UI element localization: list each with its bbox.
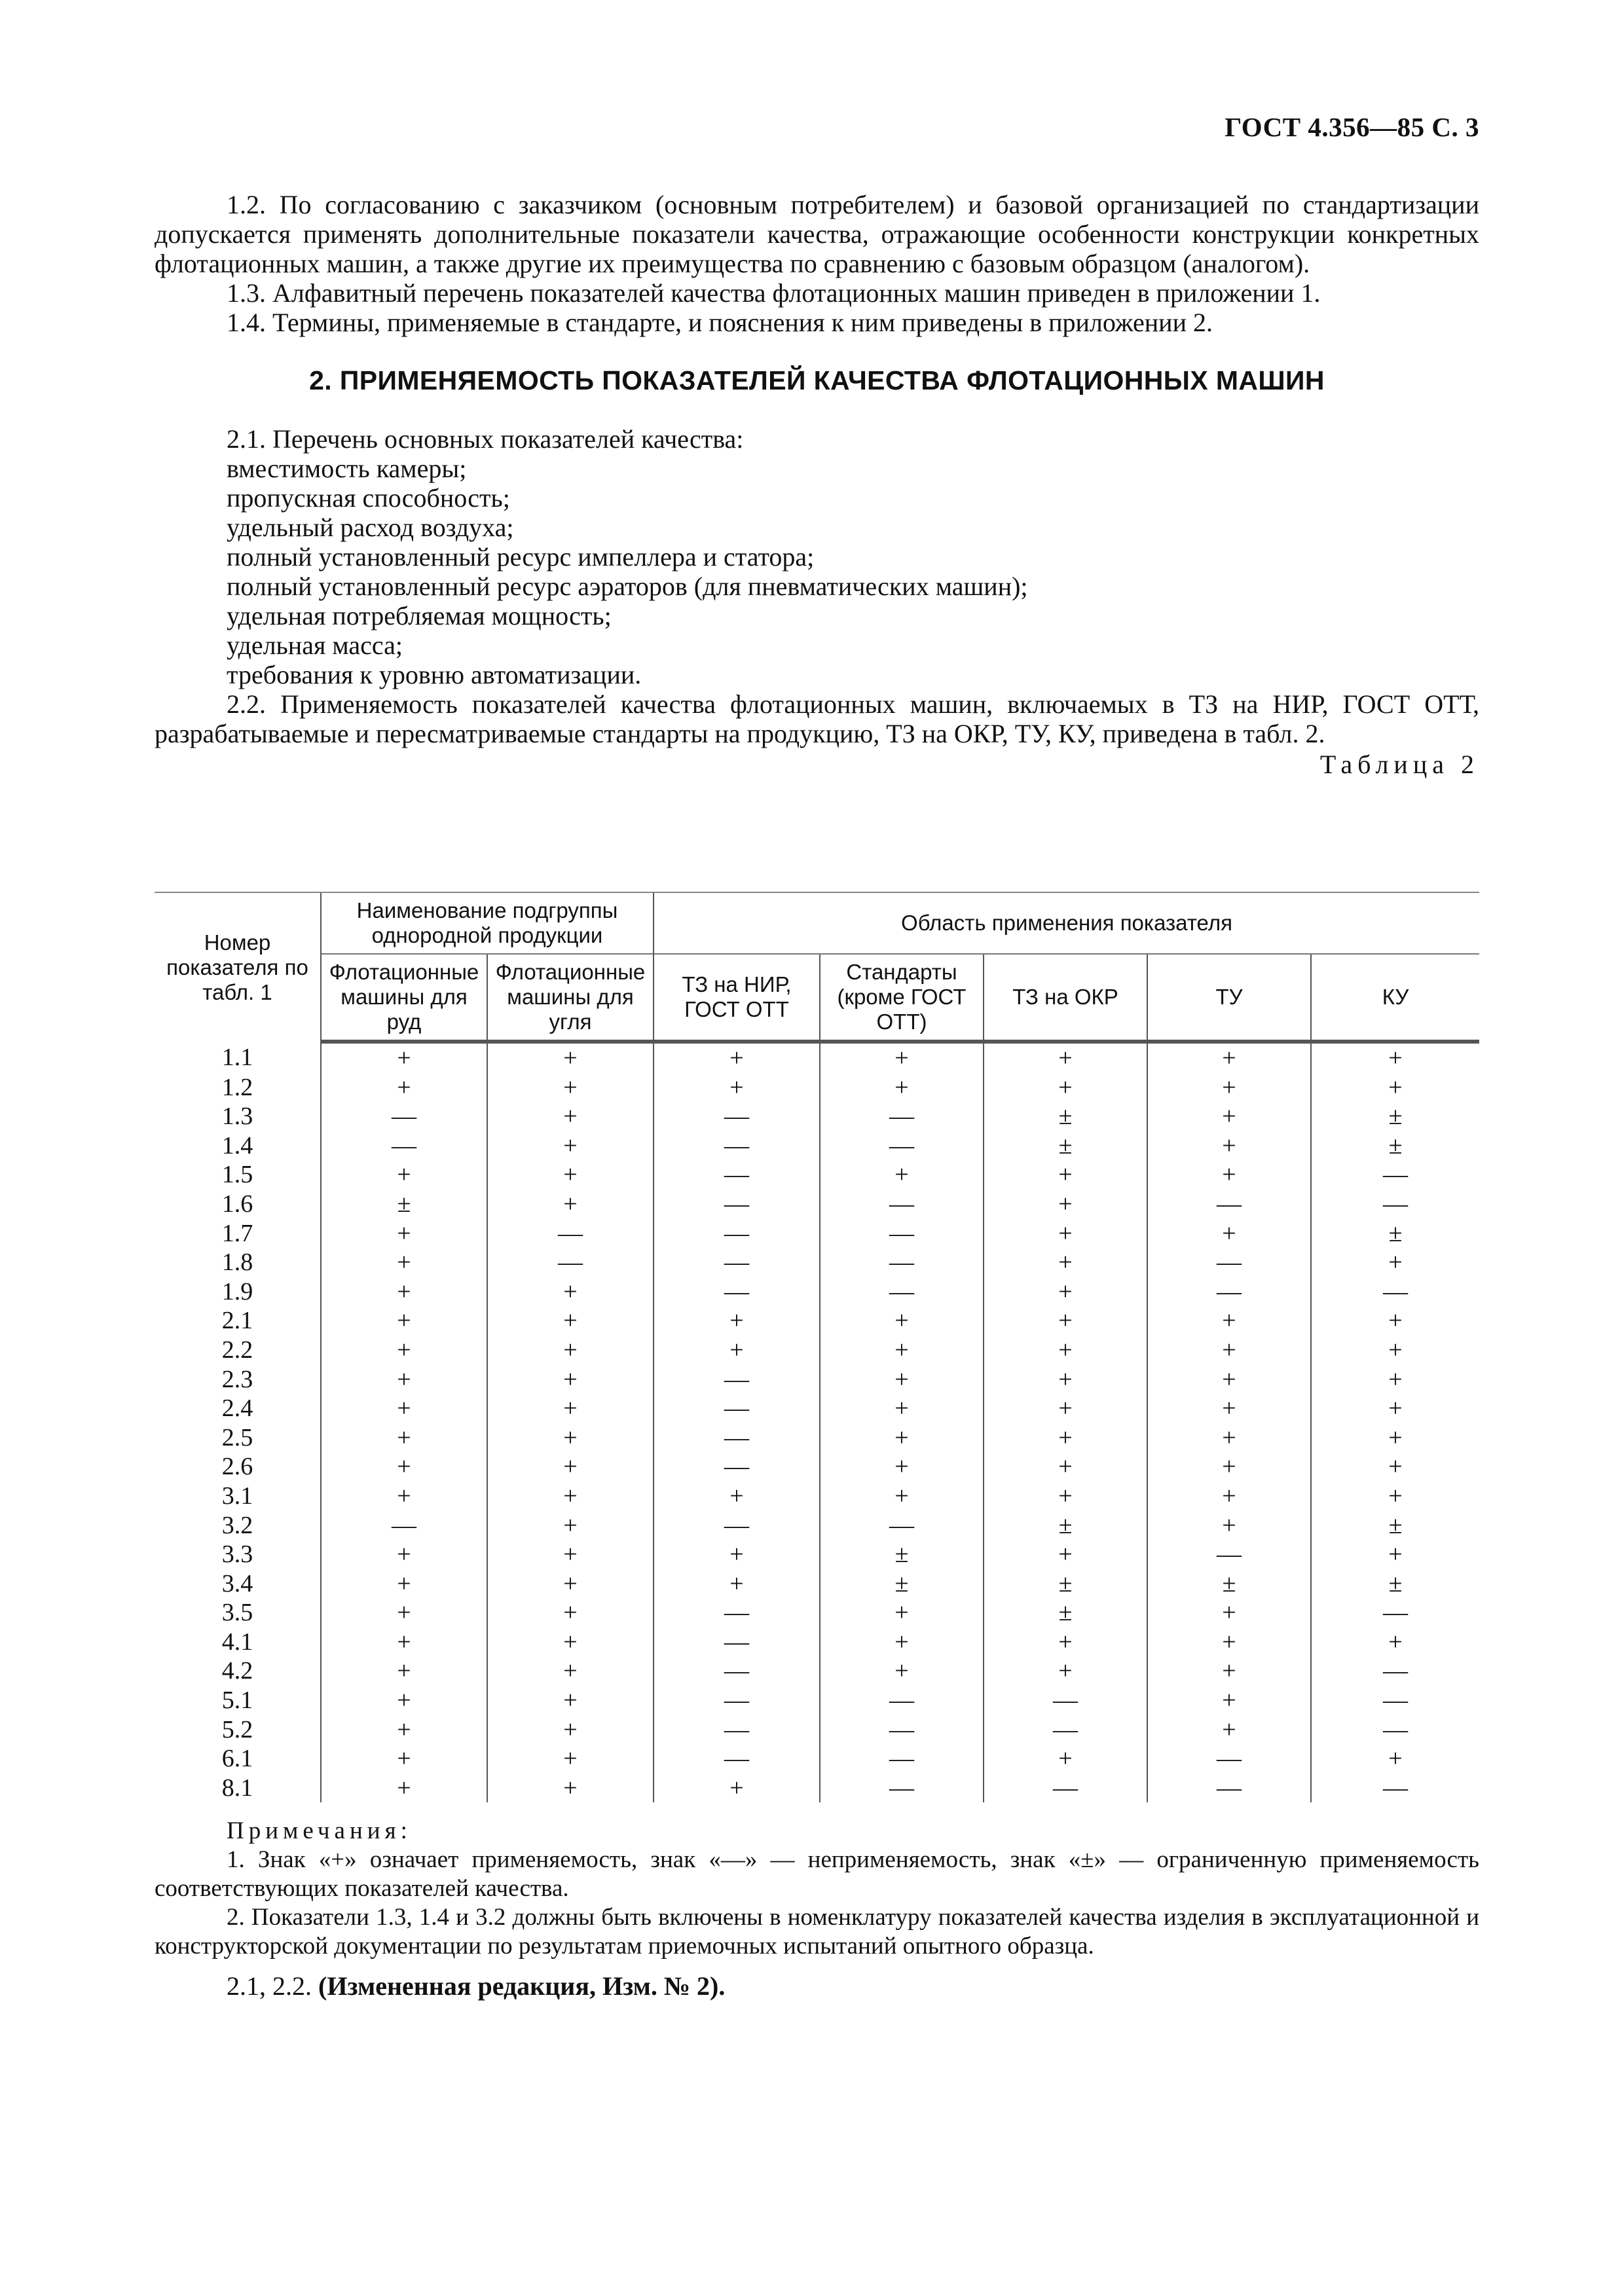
list-item: удельный расход воздуха;: [227, 513, 514, 542]
row-number-cell: 2.5: [221, 1423, 253, 1451]
applicability-cell: +: [984, 1365, 1147, 1394]
table-row: [155, 1336, 1479, 1365]
applicability-cell: +: [321, 1248, 487, 1277]
applicability-cell: +: [1311, 1394, 1479, 1423]
applicability-cell: —: [1147, 1774, 1311, 1803]
table-row: [155, 1394, 1479, 1423]
applicability-cell: ±: [820, 1540, 984, 1569]
applicability-cell: +: [487, 1277, 654, 1307]
applicability-cell: +: [1147, 1102, 1311, 1131]
applicability-cell: ±: [984, 1511, 1147, 1540]
table-row: [155, 1656, 1479, 1686]
row-number-cell: 3.5: [221, 1599, 253, 1627]
applicability-cell: +: [1311, 1073, 1479, 1102]
amendment-note: (Измененная редакция, Изм. № 2).: [318, 1971, 726, 2001]
applicability-cell: +: [487, 1656, 654, 1686]
applicability-cell: ±: [1311, 1511, 1479, 1540]
applicability-cell: +: [1147, 1511, 1311, 1540]
row-number-cell: 1.9: [221, 1277, 253, 1305]
applicability-cell: —: [1311, 1598, 1479, 1628]
row-number-cell: 1.4: [221, 1131, 253, 1159]
applicability-cell: +: [1147, 1482, 1311, 1511]
applicability-cell: ±: [1147, 1569, 1311, 1599]
applicability-cell: —: [1147, 1540, 1311, 1569]
applicability-cell: +: [487, 1102, 654, 1131]
applicability-table: [155, 892, 1479, 1802]
table-row: [155, 1073, 1479, 1102]
applicability-cell: +: [1147, 1073, 1311, 1102]
applicability-cell: +: [321, 1365, 487, 1394]
applicability-cell: +: [321, 1452, 487, 1482]
applicability-cell: +: [984, 1306, 1147, 1336]
applicability-cell: +: [654, 1073, 820, 1102]
row-number-cell: 2.3: [221, 1365, 253, 1393]
applicability-cell: —: [654, 1277, 820, 1307]
applicability-cell: —: [654, 1131, 820, 1161]
applicability-cell: +: [487, 1744, 654, 1774]
applicability-cell: +: [1147, 1306, 1311, 1336]
row-number-cell: 1.1: [221, 1043, 253, 1071]
applicability-cell: —: [1311, 1656, 1479, 1686]
applicability-cell: —: [654, 1248, 820, 1277]
page-header: ГОСТ 4.356—85 С. 3: [1225, 112, 1479, 142]
applicability-cell: —: [1311, 1686, 1479, 1715]
applicability-cell: +: [654, 1540, 820, 1569]
table-row: [155, 1277, 1479, 1307]
applicability-cell: +: [984, 1190, 1147, 1219]
row-number-cell: 5.1: [221, 1686, 253, 1715]
row-number-cell: 2.1: [221, 1307, 253, 1335]
applicability-cell: +: [1147, 1131, 1311, 1161]
applicability-cell: +: [820, 1656, 984, 1686]
table-row: [155, 1452, 1479, 1482]
applicability-cell: +: [1311, 1336, 1479, 1365]
applicability-cell: —: [654, 1511, 820, 1540]
applicability-cell: +: [487, 1160, 654, 1190]
applicability-cell: —: [654, 1423, 820, 1453]
applicability-cell: +: [820, 1598, 984, 1628]
applicability-cell: +: [1311, 1423, 1479, 1453]
applicability-cell: +: [321, 1540, 487, 1569]
table-row: [155, 1190, 1479, 1219]
applicability-cell: —: [1147, 1248, 1311, 1277]
applicability-cell: +: [984, 1248, 1147, 1277]
notes: [155, 1817, 1479, 1961]
table-row: [155, 1102, 1479, 1131]
applicability-cell: —: [1311, 1160, 1479, 1190]
applicability-cell: +: [820, 1628, 984, 1657]
row-number-cell: 1.5: [221, 1161, 253, 1189]
applicability-cell: —: [321, 1102, 487, 1131]
applicability-cell: +: [984, 1628, 1147, 1657]
row-number-cell: 5.2: [221, 1715, 253, 1743]
applicability-cell: +: [984, 1042, 1147, 1073]
applicability-cell: +: [984, 1744, 1147, 1774]
applicability-cell: +: [984, 1452, 1147, 1482]
applicability-cell: +: [1311, 1744, 1479, 1774]
applicability-cell: +: [1147, 1656, 1311, 1686]
header-col-tz-okr: ТЗ на ОКР: [984, 954, 1147, 1042]
applicability-cell: +: [984, 1656, 1147, 1686]
applicability-cell: ±: [984, 1598, 1147, 1628]
applicability-cell: +: [487, 1452, 654, 1482]
header-application-area: Область применения показателя: [654, 892, 1479, 954]
table-row: [155, 1540, 1479, 1569]
applicability-cell: —: [1147, 1744, 1311, 1774]
paragraph-1-4: 1.4. Термины, применяемые в стандарте, и пояснения к ним приведены в приложении 2.: [227, 308, 1213, 337]
applicability-cell: —: [820, 1277, 984, 1307]
table-row: [155, 1511, 1479, 1540]
applicability-cell: —: [654, 1452, 820, 1482]
applicability-cell: ±: [984, 1131, 1147, 1161]
applicability-cell: +: [321, 1423, 487, 1453]
applicability-cell: +: [1311, 1248, 1479, 1277]
amendment-line: [227, 1971, 725, 2001]
applicability-cell: ±: [820, 1569, 984, 1599]
applicability-cell: —: [321, 1511, 487, 1540]
table-row: [155, 1365, 1479, 1394]
applicability-cell: +: [487, 1540, 654, 1569]
row-number-cell: 1.2: [221, 1073, 253, 1101]
applicability-cell: +: [984, 1540, 1147, 1569]
applicability-cell: —: [820, 1511, 984, 1540]
applicability-cell: —: [1311, 1190, 1479, 1219]
applicability-cell: +: [487, 1042, 654, 1073]
table-row: [155, 1715, 1479, 1745]
applicability-cell: +: [321, 1336, 487, 1365]
applicability-cell: +: [820, 1336, 984, 1365]
applicability-cell: —: [1311, 1715, 1479, 1745]
applicability-cell: +: [487, 1774, 654, 1803]
applicability-cell: +: [654, 1482, 820, 1511]
applicability-cell: —: [654, 1744, 820, 1774]
table-row: [155, 1423, 1479, 1453]
header-col-standards: Стандарты (кроме ГОСТ ОТТ): [820, 954, 984, 1042]
applicability-cell: +: [321, 1482, 487, 1511]
applicability-cell: —: [820, 1102, 984, 1131]
applicability-cell: —: [820, 1219, 984, 1248]
applicability-cell: +: [820, 1160, 984, 1190]
applicability-cell: +: [820, 1306, 984, 1336]
applicability-cell: ±: [1311, 1102, 1479, 1131]
applicability-cell: +: [487, 1131, 654, 1161]
applicability-cell: +: [820, 1482, 984, 1511]
paragraph-1-2: 1.2. По согласованию с заказчиком (основным потребителем) и базовой организацией по стандартизации допускается применять дополнительные показатели качества, отражающие особенности конструкции конкретных флотационных машин, а также другие их преимущества по сравнению с базовым образцом (аналогом).: [155, 190, 1479, 278]
applicability-cell: +: [321, 1073, 487, 1102]
applicability-cell: —: [820, 1131, 984, 1161]
applicability-cell: ±: [1311, 1219, 1479, 1248]
row-number-cell: 6.1: [221, 1745, 253, 1773]
applicability-cell: +: [321, 1394, 487, 1423]
applicability-cell: +: [487, 1511, 654, 1540]
applicability-cell: +: [820, 1423, 984, 1453]
applicability-cell: +: [1311, 1365, 1479, 1394]
applicability-cell: —: [654, 1686, 820, 1715]
header-number: Номер показателя по табл. 1: [155, 892, 321, 1042]
applicability-cell: +: [487, 1715, 654, 1745]
applicability-cell: +: [487, 1394, 654, 1423]
notes-title: Примечания:: [227, 1817, 412, 1844]
applicability-cell: +: [820, 1042, 984, 1073]
applicability-cell: —: [984, 1686, 1147, 1715]
indicator-list: [155, 454, 1479, 689]
section-title: 2. ПРИМЕНЯЕМОСТЬ ПОКАЗАТЕЛЕЙ КАЧЕСТВА ФЛОТАЦИОННЫХ МАШИН: [309, 365, 1325, 395]
applicability-cell: +: [1311, 1452, 1479, 1482]
row-number-cell: 1.3: [221, 1102, 253, 1131]
applicability-cell: +: [321, 1569, 487, 1599]
applicability-cell: +: [487, 1423, 654, 1453]
applicability-cell: +: [1147, 1628, 1311, 1657]
paragraph-2-2: 2.2. Применяемость показателей качества флотационных машин, включаемых в ТЗ на НИР, ГОСТ ОТТ, разрабатываемые и пересматриваемые стандарты на продукцию, ТЗ на ОКР, ТУ, КУ, приведена в табл. 2.: [155, 689, 1479, 748]
applicability-cell: —: [984, 1774, 1147, 1803]
list-item: вместимость камеры;: [227, 454, 467, 483]
applicability-cell: +: [1311, 1042, 1479, 1073]
applicability-cell: +: [487, 1073, 654, 1102]
table-row: [155, 1744, 1479, 1774]
applicability-cell: —: [820, 1744, 984, 1774]
applicability-cell: +: [1311, 1628, 1479, 1657]
row-number-cell: 1.6: [221, 1190, 253, 1218]
applicability-cell: +: [654, 1774, 820, 1803]
applicability-cell: +: [321, 1656, 487, 1686]
applicability-cell: +: [1147, 1394, 1311, 1423]
applicability-cell: —: [820, 1686, 984, 1715]
applicability-cell: +: [487, 1686, 654, 1715]
row-number-cell: 8.1: [221, 1774, 253, 1802]
applicability-cell: +: [1147, 1160, 1311, 1190]
table-row: [155, 1569, 1479, 1599]
applicability-cell: +: [820, 1452, 984, 1482]
applicability-cell: +: [487, 1306, 654, 1336]
applicability-cell: +: [321, 1686, 487, 1715]
applicability-cell: +: [487, 1569, 654, 1599]
applicability-cell: +: [321, 1277, 487, 1307]
row-number-cell: 3.3: [221, 1540, 253, 1569]
applicability-cell: —: [820, 1774, 984, 1803]
applicability-cell: +: [321, 1219, 487, 1248]
applicability-cell: ±: [984, 1569, 1147, 1599]
table-row: [155, 1686, 1479, 1715]
table-row: [155, 1131, 1479, 1161]
applicability-cell: +: [321, 1744, 487, 1774]
row-number-cell: 1.7: [221, 1219, 253, 1247]
applicability-cell: —: [487, 1248, 654, 1277]
applicability-cell: +: [321, 1628, 487, 1657]
applicability-cell: +: [487, 1190, 654, 1219]
applicability-cell: +: [1147, 1336, 1311, 1365]
table-body: [155, 1042, 1479, 1802]
applicability-cell: +: [487, 1365, 654, 1394]
header-col-tz-nir: ТЗ на НИР, ГОСТ ОТТ: [654, 954, 820, 1042]
applicability-cell: +: [487, 1598, 654, 1628]
applicability-cell: —: [984, 1715, 1147, 1745]
header-col-ore: Флотационные машины для руд: [321, 954, 487, 1042]
applicability-cell: ±: [984, 1102, 1147, 1131]
applicability-cell: +: [1311, 1540, 1479, 1569]
applicability-cell: +: [984, 1394, 1147, 1423]
row-number-cell: 1.8: [221, 1248, 253, 1277]
applicability-cell: +: [321, 1306, 487, 1336]
applicability-cell: +: [1147, 1423, 1311, 1453]
applicability-cell: +: [654, 1336, 820, 1365]
body-text: [155, 190, 1479, 779]
applicability-cell: —: [820, 1715, 984, 1745]
applicability-cell: +: [1147, 1715, 1311, 1745]
table-row: [155, 1248, 1479, 1277]
note-1: 1. Знак «+» означает применяемость, знак «—» — неприменяемость, знак «±» — ограниченную применяемость соответствующих показателей качества.: [155, 1846, 1479, 1902]
applicability-cell: +: [321, 1042, 487, 1073]
applicability-cell: —: [654, 1394, 820, 1423]
table-row: [155, 1042, 1479, 1073]
applicability-cell: —: [820, 1190, 984, 1219]
applicability-cell: ±: [321, 1190, 487, 1219]
applicability-cell: +: [1147, 1042, 1311, 1073]
header-col-tu: ТУ: [1147, 954, 1311, 1042]
table-row: [155, 1774, 1479, 1803]
applicability-cell: —: [1311, 1774, 1479, 1803]
amendment-prefix: 2.1, 2.2.: [227, 1971, 312, 2001]
header-subgroup: Наименование подгруппы однородной продукции: [321, 892, 654, 954]
applicability-cell: ±: [1311, 1131, 1479, 1161]
applicability-cell: —: [654, 1598, 820, 1628]
applicability-cell: +: [1147, 1686, 1311, 1715]
applicability-cell: —: [820, 1248, 984, 1277]
applicability-cell: +: [984, 1277, 1147, 1307]
applicability-cell: —: [654, 1190, 820, 1219]
applicability-cell: —: [1147, 1190, 1311, 1219]
applicability-cell: —: [654, 1715, 820, 1745]
applicability-cell: —: [487, 1219, 654, 1248]
table-row: [155, 1598, 1479, 1628]
applicability-cell: —: [654, 1102, 820, 1131]
applicability-cell: +: [1147, 1219, 1311, 1248]
applicability-cell: +: [654, 1306, 820, 1336]
table-row: [155, 1306, 1479, 1336]
applicability-cell: —: [1311, 1277, 1479, 1307]
applicability-cell: +: [321, 1598, 487, 1628]
applicability-cell: +: [820, 1394, 984, 1423]
applicability-cell: +: [984, 1336, 1147, 1365]
row-number-cell: 4.2: [221, 1657, 253, 1685]
list-item: требования к уровню автоматизации.: [227, 660, 642, 689]
applicability-cell: +: [1147, 1365, 1311, 1394]
applicability-cell: ±: [1311, 1569, 1479, 1599]
applicability-cell: +: [1147, 1598, 1311, 1628]
applicability-cell: +: [1147, 1452, 1311, 1482]
applicability-cell: +: [321, 1774, 487, 1803]
applicability-cell: +: [984, 1160, 1147, 1190]
applicability-cell: —: [321, 1131, 487, 1161]
applicability-cell: +: [487, 1336, 654, 1365]
applicability-cell: +: [654, 1569, 820, 1599]
row-number-cell: 3.2: [221, 1511, 253, 1539]
applicability-cell: +: [984, 1482, 1147, 1511]
row-number-cell: 3.4: [221, 1569, 253, 1597]
applicability-cell: —: [654, 1628, 820, 1657]
applicability-cell: —: [654, 1365, 820, 1394]
row-number-cell: 2.2: [221, 1336, 253, 1364]
applicability-cell: +: [984, 1219, 1147, 1248]
table-row: [155, 1482, 1479, 1511]
table-row: [155, 1219, 1479, 1248]
applicability-cell: +: [984, 1073, 1147, 1102]
list-item: полный установленный ресурс импеллера и статора;: [227, 542, 815, 572]
row-number-cell: 2.4: [221, 1394, 253, 1423]
applicability-cell: +: [984, 1423, 1147, 1453]
paragraph-2-1: 2.1. Перечень основных показателей качества:: [227, 424, 744, 454]
list-item: пропускная способность;: [227, 483, 510, 513]
row-number-cell: 4.1: [221, 1628, 253, 1656]
applicability-cell: +: [654, 1042, 820, 1073]
applicability-cell: —: [654, 1219, 820, 1248]
table-row: [155, 1628, 1479, 1657]
row-number-cell: 2.6: [221, 1453, 253, 1481]
applicability-cell: +: [321, 1715, 487, 1745]
list-item: удельная масса;: [227, 630, 403, 660]
applicability-cell: +: [487, 1628, 654, 1657]
list-item: удельная потребляемая мощность;: [227, 601, 612, 630]
table-caption: Таблица 2: [1319, 750, 1479, 779]
applicability-cell: —: [654, 1656, 820, 1686]
list-item: полный установленный ресурс аэраторов (для пневматических машин);: [227, 572, 1028, 601]
applicability-cell: —: [654, 1160, 820, 1190]
row-number-cell: 3.1: [221, 1482, 253, 1510]
header-col-ku: КУ: [1311, 954, 1479, 1042]
applicability-cell: +: [820, 1365, 984, 1394]
note-2: 2. Показатели 1.3, 1.4 и 3.2 должны быть включены в номенклатуру показателей качества изделия в эксплуатационной и конструкторской документации по результатам приемочных испытаний опытного образца.: [155, 1904, 1479, 1959]
applicability-cell: +: [1311, 1306, 1479, 1336]
table-row: [155, 1160, 1479, 1190]
applicability-cell: —: [1147, 1277, 1311, 1307]
applicability-cell: +: [1311, 1482, 1479, 1511]
applicability-cell: +: [820, 1073, 984, 1102]
header-col-coal: Флотационные машины для угля: [487, 954, 654, 1042]
paragraph-1-3: 1.3. Алфавитный перечень показателей качества флотационных машин приведен в приложении 1.: [227, 278, 1321, 308]
applicability-cell: +: [487, 1482, 654, 1511]
applicability-cell: +: [321, 1160, 487, 1190]
